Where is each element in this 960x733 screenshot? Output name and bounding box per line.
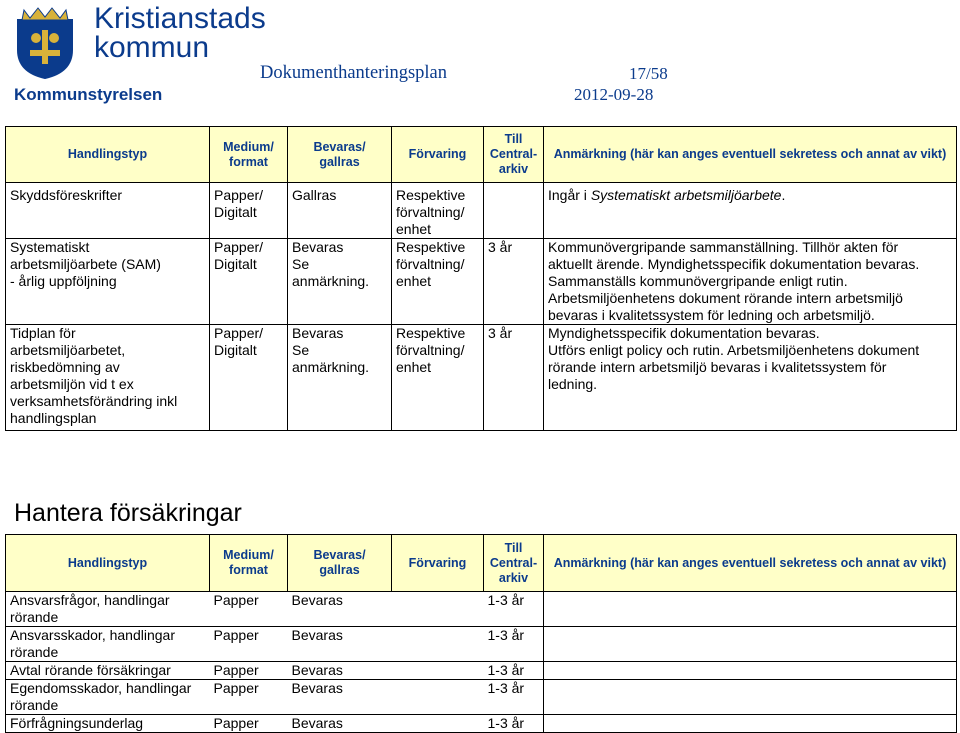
cell-till: 3 år — [484, 239, 544, 325]
cell-bevaras: Bevaras — [288, 715, 392, 733]
cell-bevaras: Bevaras — [288, 662, 392, 680]
cell-forvaring: Respektive förvaltning/ enhet — [392, 183, 484, 239]
cell-medium: Papper/ Digitalt — [210, 183, 288, 239]
cell-medium: Papper/ Digitalt — [210, 239, 288, 325]
table-row — [6, 662, 957, 680]
cell-anmarkning — [544, 627, 957, 662]
cell-bevaras: Bevaras — [288, 592, 392, 627]
cell-medium: Papper — [210, 680, 288, 715]
col-medium: Medium/ format — [210, 127, 288, 183]
org-line-1: Kristianstads — [94, 2, 266, 35]
cell-medium: Papper — [210, 627, 288, 662]
cell-medium: Papper — [210, 592, 288, 627]
department-name: Kommunstyrelsen — [14, 85, 163, 104]
cell-handlingstyp: Ansvarsfrågor, handlingar rörande — [6, 592, 210, 627]
col-till-centralarkiv: Till Central- arkiv — [484, 535, 544, 592]
cell-bevaras: Gallras — [288, 183, 392, 239]
org-line-2: kommun — [94, 31, 210, 64]
cell-till: 1-3 år — [484, 662, 544, 680]
col-bevaras: Bevaras/ gallras — [288, 127, 392, 183]
table-header-row — [6, 127, 957, 183]
document-title: Dokumenthanteringsplan — [260, 63, 448, 83]
records-table-1 — [5, 126, 957, 431]
cell-till: 3 år — [484, 325, 544, 431]
coat-of-arms-logo — [14, 6, 76, 80]
cell-forvaring — [392, 592, 484, 627]
col-medium: Medium/ format — [210, 535, 288, 592]
col-handlingstyp: Handlingstyp — [6, 127, 210, 183]
cell-till: 1-3 år — [484, 627, 544, 662]
table-row — [6, 680, 957, 715]
cell-till: 1-3 år — [484, 715, 544, 733]
cell-forvaring — [392, 680, 484, 715]
cell-handlingstyp: Förfrågningsunderlag — [6, 715, 210, 733]
section-title: Hantera försäkringar — [14, 499, 242, 527]
cell-medium: Papper — [210, 715, 288, 733]
page-number: 17/58 — [629, 64, 668, 83]
cell-till — [484, 183, 544, 239]
cell-till: 1-3 år — [484, 592, 544, 627]
col-till-centralarkiv: Till Central- arkiv — [484, 127, 544, 183]
cell-handlingstyp: Avtal rörande försäkringar — [6, 662, 210, 680]
table-header-row — [6, 535, 957, 592]
cell-anmarkning: Ingår i Systematiskt arbetsmiljöarbete. — [544, 183, 957, 239]
cell-till: 1-3 år — [484, 680, 544, 715]
cell-forvaring: Respektive förvaltning/ enhet — [392, 325, 484, 431]
col-forvaring: Förvaring — [392, 127, 484, 183]
cell-bevaras: Bevaras — [288, 627, 392, 662]
col-bevaras: Bevaras/ gallras — [288, 535, 392, 592]
cell-bevaras: Bevaras Se anmärkning. — [288, 239, 392, 325]
cell-forvaring — [392, 627, 484, 662]
organization-name — [94, 4, 266, 62]
cell-anmarkning — [544, 592, 957, 627]
col-forvaring: Förvaring — [392, 535, 484, 592]
records-table-2 — [5, 534, 957, 733]
table-row — [6, 239, 957, 325]
cell-medium: Papper/ Digitalt — [210, 325, 288, 431]
col-handlingstyp: Handlingstyp — [6, 535, 210, 592]
cell-medium: Papper — [210, 662, 288, 680]
cell-handlingstyp: Systematiskt arbetsmiljöarbete (SAM) - årlig uppföljning — [6, 239, 210, 325]
cell-anmarkning: Myndighetsspecifik dokumentation bevaras. Utförs enligt policy och rutin. Arbetsmiljöenhetens dokument rörande intern arbetsmiljö bevaras i kvalitetssystem för ledning. — [544, 325, 957, 431]
cell-handlingstyp: Skyddsföreskrifter — [6, 183, 210, 239]
table-row — [6, 592, 957, 627]
cell-forvaring — [392, 662, 484, 680]
col-anmarkning: Anmärkning (här kan anges eventuell sekretess och annat av vikt) — [544, 127, 957, 183]
table-row — [6, 627, 957, 662]
table-row — [6, 183, 957, 239]
cell-bevaras: Bevaras — [288, 680, 392, 715]
col-anmarkning: Anmärkning (här kan anges eventuell sekretess och annat av vikt) — [544, 535, 957, 592]
document-date: 2012-09-28 — [574, 85, 654, 104]
cell-anmarkning: Kommunövergripande sammanställning. Tillhör akten för aktuellt ärende. Myndighetsspecifik dokumentation bevaras. Sammanställs kommunövergripande enligt rutin. Arbetsmiljöenhetens dokument rörande intern arbetsmiljö bevaras i kvalitetssystem för ledning och arbetsmiljö. — [544, 239, 957, 325]
cell-anmarkning — [544, 680, 957, 715]
cell-forvaring: Respektive förvaltning/ enhet — [392, 239, 484, 325]
cell-bevaras: Bevaras Se anmärkning. — [288, 325, 392, 431]
cell-handlingstyp: Egendomsskador, handlingar rörande — [6, 680, 210, 715]
table-row — [6, 325, 957, 431]
cell-handlingstyp: Tidplan för arbetsmiljöarbetet, riskbedömning av arbetsmiljön vid t ex verksamhetsförändring inkl handlingsplan — [6, 325, 210, 431]
cell-anmarkning — [544, 662, 957, 680]
cell-handlingstyp: Ansvarsskador, handlingar rörande — [6, 627, 210, 662]
